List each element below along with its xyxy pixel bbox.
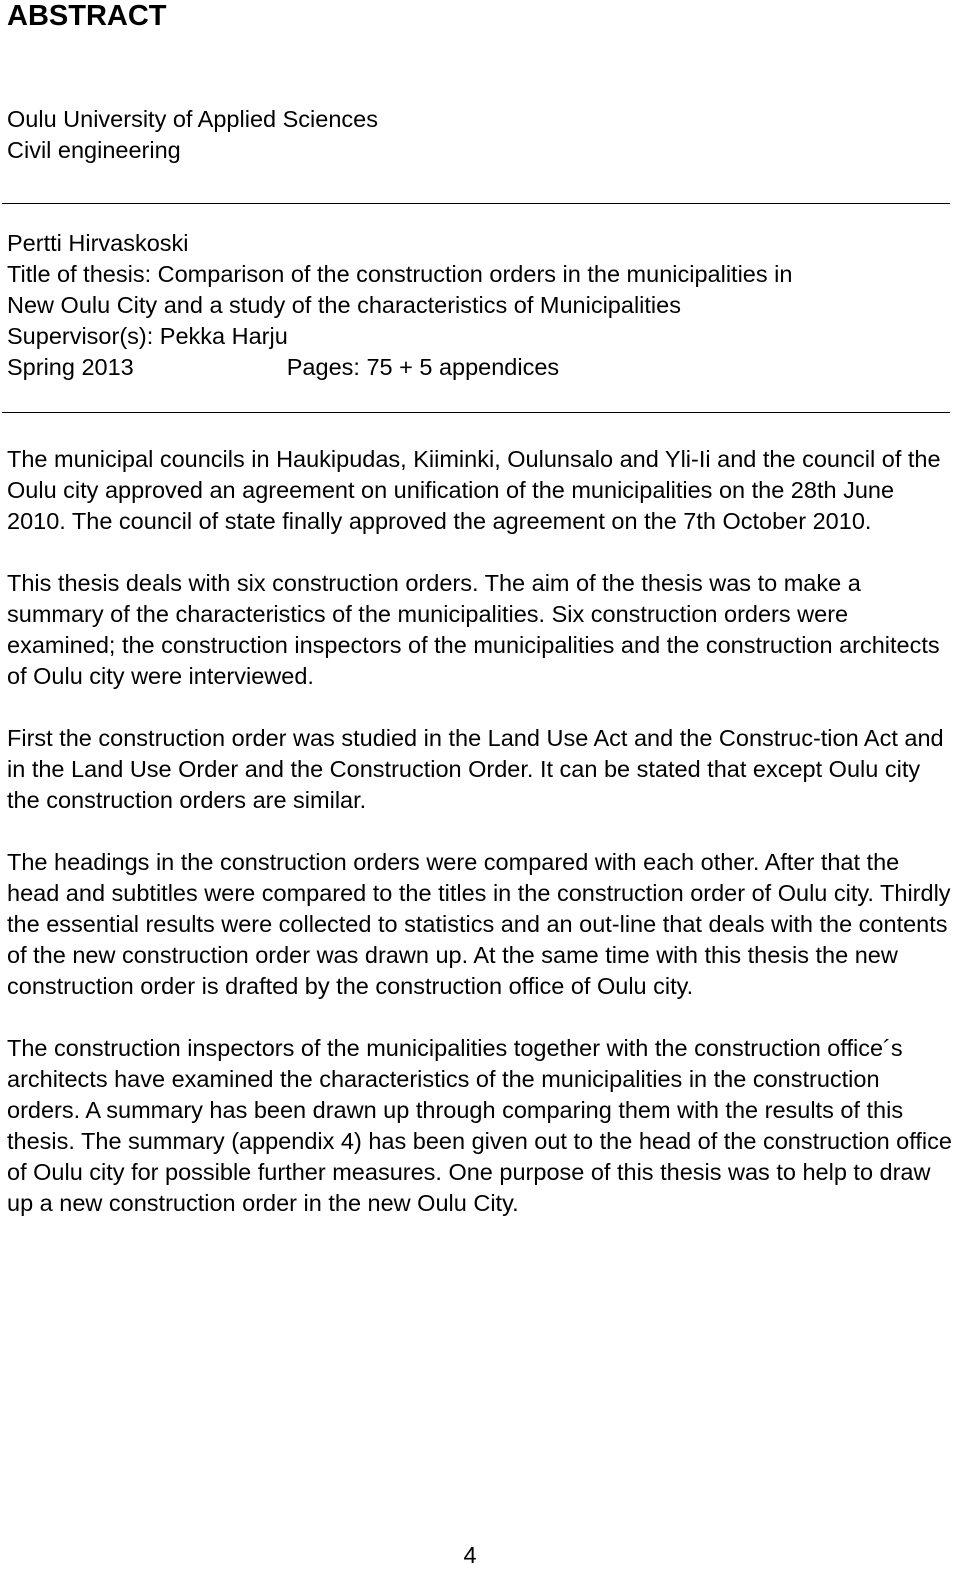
abstract-body (7, 444, 952, 1219)
abstract-paragraph-4: The headings in the construction orders were compared with each other. After that the head and subtitles were compared to the titles in the construction order of Oulu city. Thirdly the essential results were collected to statistics and an out-line that deals with the contents of the new construction order was drawn up. At the same time with this thesis the new construction order is drafted by the construction office of Oulu city. (7, 849, 951, 999)
thesis-info-block (7, 228, 952, 383)
abstract-paragraph-2: This thesis deals with six construction orders. The aim of the thesis was to make a summary of the characteristics of the municipalities. Six construction orders were examined; the construction inspectors of the municipalities and the construction architects of Oulu city were interviewed. (7, 570, 940, 689)
thesis-title-line-2: New Oulu City and a study of the characteristics of Municipalities (7, 292, 681, 318)
top-divider (2, 203, 950, 204)
supervisor: Supervisor(s): Pekka Harju (7, 323, 288, 349)
abstract-paragraph-5: The construction inspectors of the municipalities together with the construction office´s architects have examined the characteristics of the municipalities in the construction orders. A summary has been drawn up through comparing them with the results of this thesis. The summary (appendix 4) has been given out to the head of the construction office of Oulu city for possible further measures. One purpose of this thesis was to help to draw up a new construction order in the new Oulu City. (7, 1035, 952, 1216)
term-pages-row (7, 352, 952, 383)
department-name: Civil engineering (7, 137, 181, 163)
page-count: Pages: 75 + 5 appendices (286, 354, 560, 380)
author-name: Pertti Hirvaskoski (7, 230, 189, 256)
abstract-heading: ABSTRACT (7, 0, 167, 32)
organization-block (7, 104, 952, 166)
abstract-paragraph-1: The municipal councils in Haukipudas, Kiiminki, Oulunsalo and Yli-Ii and the council of the Oulu city approved an agreement on unification of the municipalities on the 28th June 2010. The council of state finally approved the agreement on the 7th October 2010. (7, 446, 941, 534)
term: Spring 2013 (7, 354, 134, 380)
abstract-paragraph-3: First the construction order was studied in the Land Use Act and the Construc-tion Act and in the Land Use Order and the Construction Order. It can be stated that except Oulu city the construction orders are similar. (7, 725, 944, 813)
institution-name: Oulu University of Applied Sciences (7, 106, 378, 132)
page-number: 4 (463, 1542, 477, 1568)
bottom-divider (2, 412, 950, 413)
thesis-title-line-1: Title of thesis: Comparison of the construction orders in the municipalities in (7, 261, 793, 287)
